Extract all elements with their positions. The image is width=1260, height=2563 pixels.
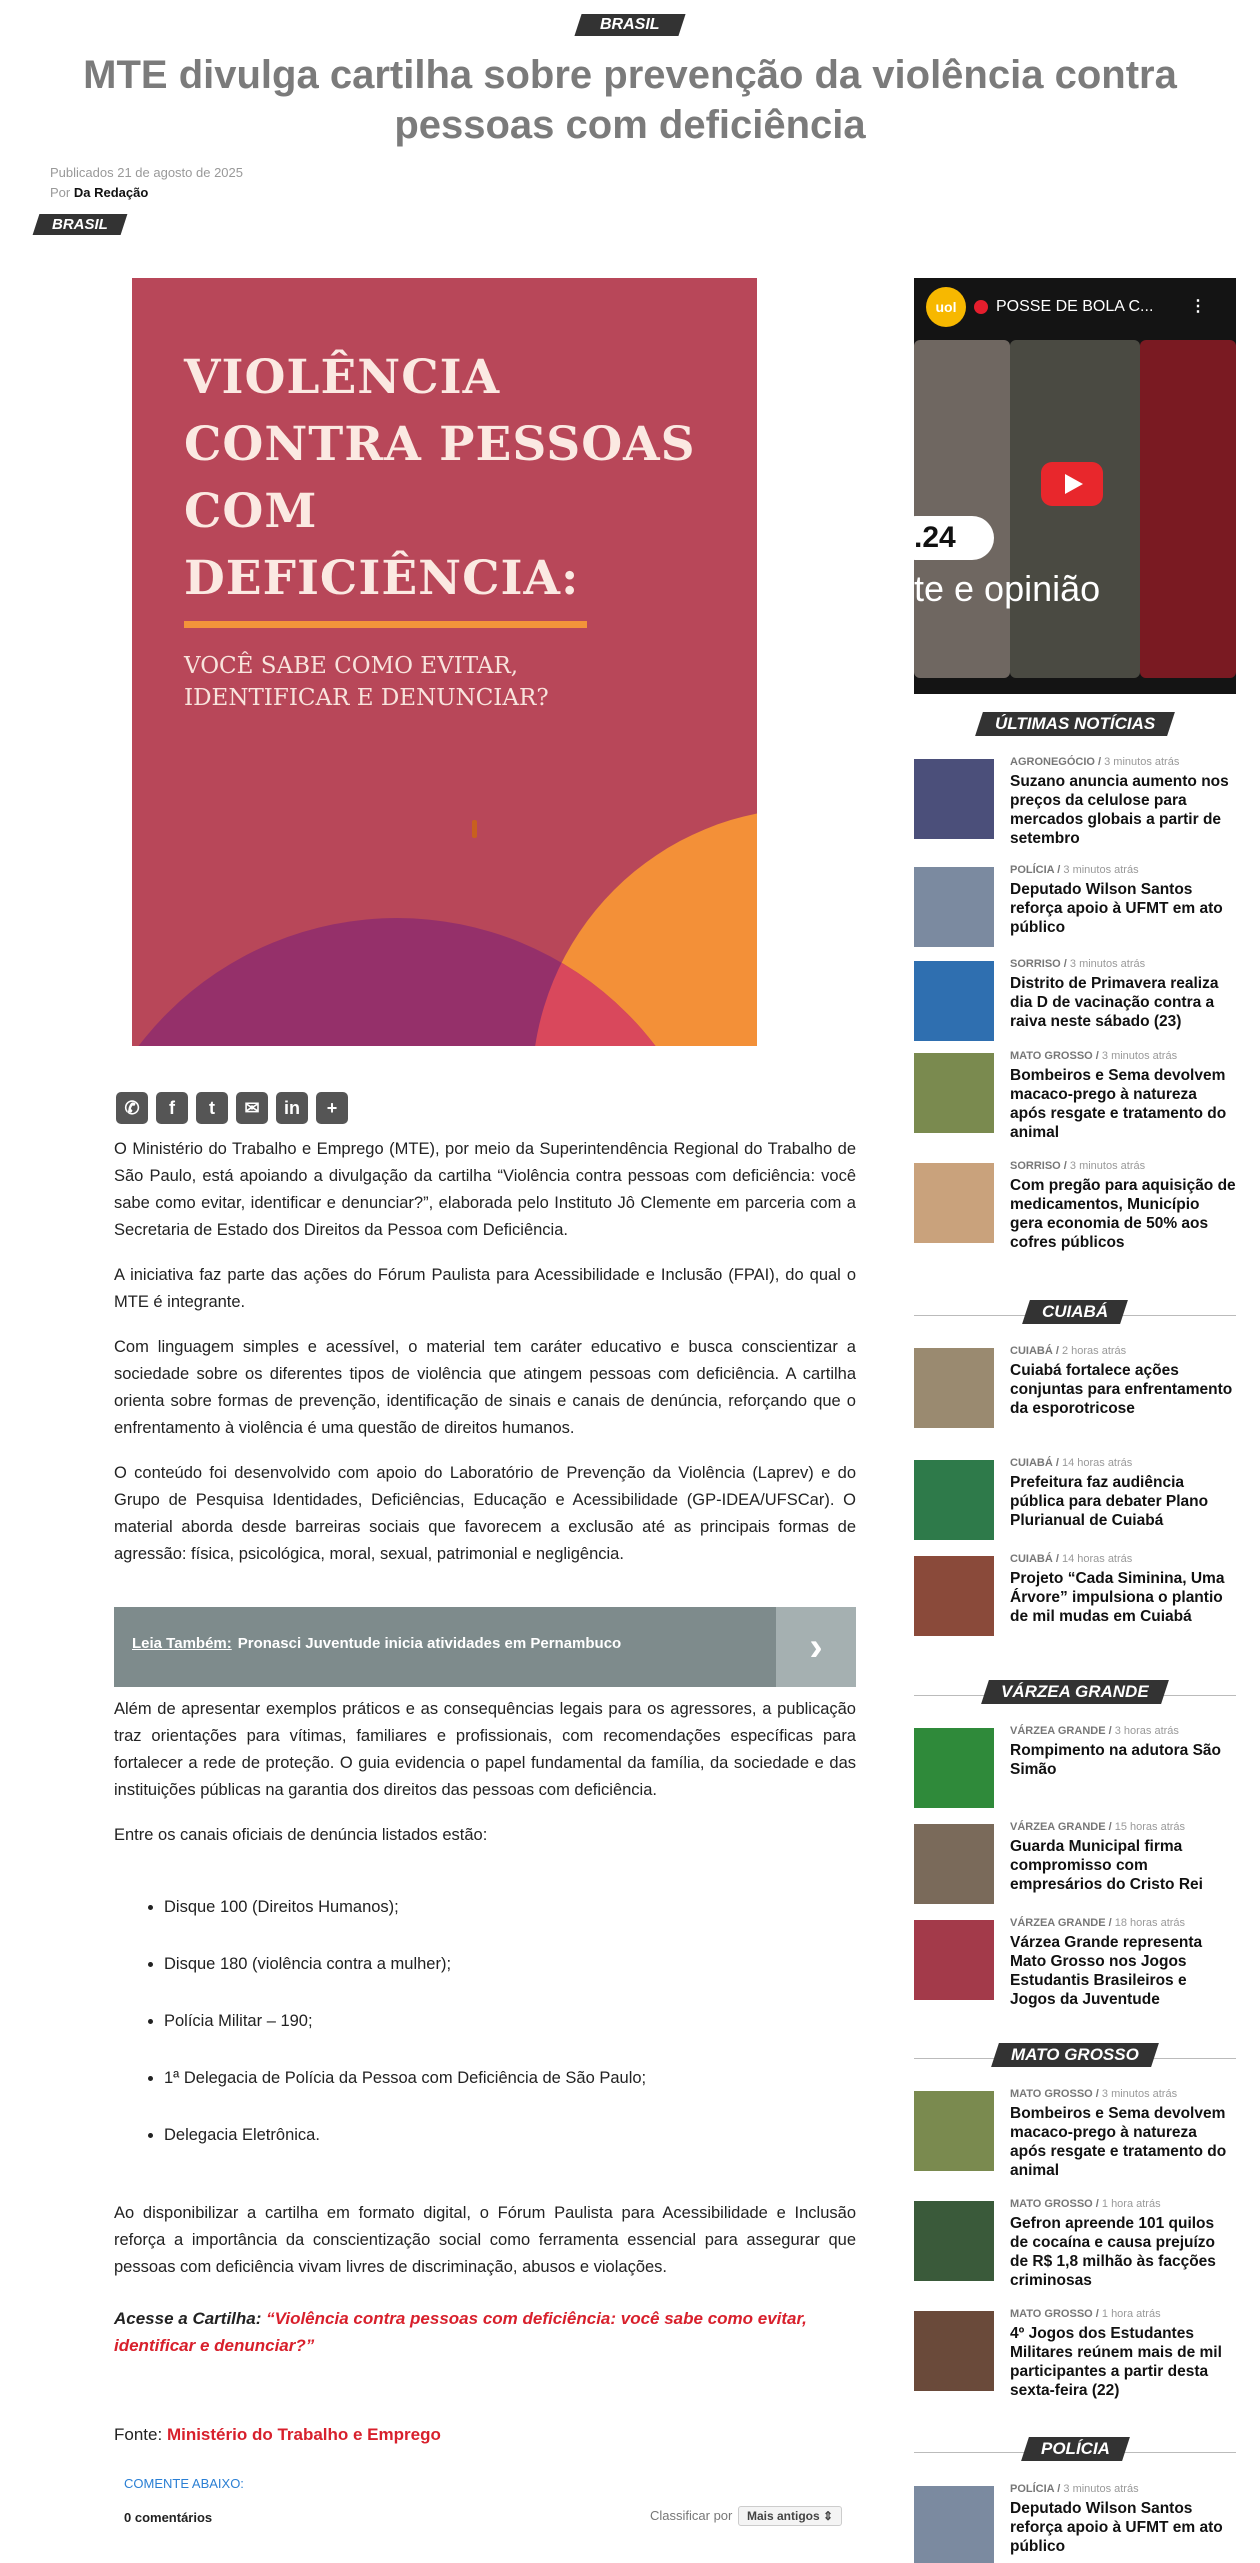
news-title[interactable]: Guarda Municipal firma compromisso com empresários do Cristo Rei [1010, 1838, 1203, 1893]
section-heading-mt[interactable] [914, 2043, 1236, 2073]
news-thumbnail[interactable] [914, 1460, 994, 1540]
section-heading-latest[interactable] [914, 712, 1236, 742]
video-embed[interactable] [914, 278, 1236, 694]
news-title[interactable]: Suzano anuncia aumento nos preços da celulose para mercados globais a partir de setembro [1010, 773, 1229, 847]
news-item[interactable] [914, 2483, 1236, 2563]
category-badge[interactable]: BRASIL [33, 214, 128, 235]
news-meta: AGRONEGÓCIO / 3 minutos atrás [1010, 756, 1180, 768]
news-item[interactable] [914, 864, 1236, 954]
section-heading-label: ÚLTIMAS NOTÍCIAS [994, 714, 1156, 733]
section-heading-policia[interactable] [914, 2437, 1236, 2467]
sort-control: Classificar por Mais antigos ⇕ [650, 2506, 842, 2526]
news-category[interactable]: MATO GROSSO [1010, 2198, 1093, 2210]
news-thumbnail[interactable] [914, 2311, 994, 2391]
news-item[interactable] [914, 1821, 1236, 1911]
cover-title: VIOLÊNCIA CONTRA PESSOAS COM DEFICIÊNCIA: [184, 350, 696, 606]
comments-heading: COMENTE ABAIXO: [124, 2476, 244, 2491]
article-body [114, 1136, 856, 1586]
news-category[interactable]: SORRISO [1010, 1160, 1061, 1172]
news-time: 3 minutos atrás [1069, 1160, 1146, 1172]
news-item[interactable] [914, 2088, 1236, 2178]
channel-logo[interactable]: uol [926, 287, 966, 327]
list-item: • Polícia Militar – 190; [164, 2012, 646, 2069]
news-category[interactable]: MATO GROSSO [1010, 1050, 1093, 1062]
paragraph: Com linguagem simples e acessível, o material tem caráter educativo e busca conscientizar a sociedade sobre os diferentes tipos de violência que atingem pessoas com deficiência. A cartilha orienta sobre formas de prevenção, identificação de sinais e canais de denúncia, reforçando que o enfrentamento à violência é uma questão de direitos humanos. [114, 1338, 856, 1437]
news-category[interactable]: CUIABÁ [1010, 1345, 1053, 1357]
news-meta: SORRISO / 3 minutos atrás [1010, 958, 1146, 970]
author-link[interactable]: Da Redação [73, 185, 149, 200]
list-item: • 1ª Delegacia de Polícia da Pessoa com Deficiência de São Paulo; [164, 2069, 646, 2126]
linkedin-icon[interactable]: in [276, 1092, 308, 1124]
news-category[interactable]: CUIABÁ [1010, 1553, 1053, 1565]
news-item[interactable] [914, 958, 1236, 1048]
news-thumbnail[interactable] [914, 961, 994, 1041]
news-thumbnail[interactable] [914, 1556, 994, 1636]
twitter-icon[interactable]: t [196, 1092, 228, 1124]
news-thumbnail[interactable] [914, 1824, 994, 1904]
paragraph: A iniciativa faz parte das ações do Fórum Paulista para Acessibilidade e Inclusão (FPAI), do qual o MTE é integrante. [114, 1266, 856, 1311]
cover-subtitle: VOCÊ SABE COMO EVITAR, IDENTIFICAR E DENUNCIAR? [184, 653, 549, 711]
source-link[interactable]: Ministério do Trabalho e Emprego [166, 2425, 441, 2444]
cartilha-link[interactable]: “Violência contra pessoas com deficiência: você sabe como evitar, identificar e denunciar?” [114, 2309, 807, 2355]
sort-select[interactable]: Mais antigos ⇕ [738, 2506, 842, 2526]
news-category[interactable]: MATO GROSSO [1010, 2308, 1093, 2320]
news-title[interactable]: Prefeitura faz audiência pública para debater Plano Plurianual de Cuiabá [1010, 1474, 1209, 1529]
list-item: • Delegacia Eletrônica. [164, 2126, 646, 2183]
news-time: 1 hora atrás [1101, 2308, 1161, 2320]
news-time: 2 horas atrás [1061, 1345, 1127, 1357]
news-category[interactable]: MATO GROSSO [1010, 2088, 1093, 2100]
facebook-icon[interactable]: f [156, 1092, 188, 1124]
news-category[interactable]: VÁRZEA GRANDE [1010, 1725, 1106, 1737]
news-meta: MATO GROSSO / 1 hora atrás [1010, 2308, 1161, 2320]
news-meta: POLÍCIA / 3 minutos atrás [1010, 864, 1139, 876]
news-thumbnail[interactable] [914, 2486, 994, 2563]
paragraph: Além de apresentar exemplos práticos e as consequências legais para os agressores, a publicação traz orientações para vítimas, familiares e profissionais, com recomendações específicas para fortalecer a rede de proteção. O guia evidencia o papel fundamental da família, da sociedade e das instituições públicas na garantia dos direitos das pessoas com deficiência. [114, 1700, 856, 1799]
list-item: • Disque 100 (Direitos Humanos); [164, 1898, 646, 1955]
news-title[interactable]: Deputado Wilson Santos reforça apoio à UFMT em ato público [1010, 2500, 1223, 2555]
news-time: 15 horas atrás [1114, 1821, 1186, 1833]
news-thumbnail[interactable] [914, 1163, 994, 1243]
news-time: 3 minutos atrás [1063, 2483, 1139, 2495]
news-title[interactable]: Gefron apreende 101 quilos de cocaína e causa prejuízo de R$ 1,8 milhão às facções criminosas [1010, 2215, 1216, 2289]
news-category[interactable]: VÁRZEA GRANDE [1010, 1917, 1106, 1929]
news-category[interactable]: POLÍCIA [1010, 864, 1055, 876]
news-category[interactable]: VÁRZEA GRANDE [1010, 1821, 1106, 1833]
section-heading-label: POLÍCIA [1040, 2439, 1110, 2458]
news-item[interactable] [914, 1917, 1236, 2007]
news-item[interactable] [914, 1725, 1236, 1815]
news-meta: MATO GROSSO / 1 hora atrás [1010, 2198, 1161, 2210]
news-time: 3 minutos atrás [1104, 756, 1180, 768]
play-icon[interactable] [1041, 462, 1103, 506]
access-cartilha: Acesse a Cartilha: “Violência contra pessoas com deficiência: você sabe como evitar, identificar e denunciar?” [114, 2309, 807, 2355]
news-item[interactable] [914, 1457, 1236, 1547]
news-title[interactable]: Distrito de Primavera realiza dia D de vacinação contra a raiva neste sábado (23) [1010, 975, 1219, 1030]
source-line: Fonte: Ministério do Trabalho e Emprego [114, 2425, 441, 2444]
news-item[interactable] [914, 1050, 1236, 1140]
news-thumbnail[interactable] [914, 867, 994, 947]
news-thumbnail[interactable] [914, 759, 994, 839]
news-meta: VÁRZEA GRANDE / 3 horas atrás [1010, 1725, 1179, 1737]
news-thumbnail[interactable] [914, 1920, 994, 2000]
news-title[interactable]: Rompimento na adutora São Simão [1010, 1742, 1221, 1778]
news-category[interactable]: AGRONEGÓCIO [1010, 756, 1095, 768]
news-time: 1 hora atrás [1101, 2198, 1161, 2210]
section-heading-label: MATO GROSSO [1011, 2045, 1139, 2064]
news-meta: SORRISO / 3 minutos atrás [1010, 1160, 1146, 1172]
section-heading-vg[interactable] [914, 1680, 1236, 1710]
more-options-icon[interactable]: ⋮ [1190, 298, 1206, 315]
news-item[interactable] [914, 756, 1236, 846]
news-item[interactable] [914, 1553, 1236, 1643]
read-also-banner[interactable] [114, 1607, 856, 1687]
news-meta: POLÍCIA / 3 minutos atrás [1010, 2483, 1139, 2495]
featured-image [132, 278, 757, 1046]
news-title[interactable]: Cuiabá fortalece ações conjuntas para enfrentamento da esporotricose [1010, 1362, 1233, 1417]
article-closing: Ao disponibilizar a cartilha em formato digital, o Fórum Paulista para Acessibilidade e Inclusão reforça a importância da conscientização social como ferramenta essencial para assegurar que pessoas com deficiência vivam livres de discriminação, abusos e violações. [114, 2204, 856, 2276]
news-meta: CUIABÁ / 14 horas atrás [1010, 1553, 1133, 1565]
top-category-badge[interactable]: BRASIL [0, 14, 1260, 36]
news-item[interactable] [914, 2308, 1236, 2398]
section-heading-label: VÁRZEA GRANDE [1001, 1682, 1149, 1701]
live-dot-icon [974, 300, 988, 314]
comment-count: 0 comentários [124, 2510, 213, 2525]
news-item[interactable] [914, 2198, 1236, 2288]
news-thumbnail[interactable] [914, 1728, 994, 1808]
news-title[interactable]: Projeto “Cada Siminina, Uma Árvore” impulsiona o plantio de mil mudas em Cuiabá [1010, 1570, 1225, 1625]
news-category[interactable]: POLÍCIA [1010, 2483, 1055, 2495]
news-title[interactable]: Várzea Grande representa Mato Grosso nos Jogos Estudantis Brasileiros e Jogos da Juventude [1010, 1934, 1203, 2008]
news-title[interactable]: Deputado Wilson Santos reforça apoio à UFMT em ato público [1010, 881, 1223, 936]
news-thumbnail[interactable] [914, 1348, 994, 1428]
news-time: 3 horas atrás [1114, 1725, 1179, 1737]
news-item[interactable] [914, 1345, 1236, 1435]
article-body-continued [114, 1696, 856, 1867]
read-also-label: Leia Também: [132, 1635, 232, 1652]
news-title[interactable]: 4º Jogos dos Estudantes Militares reúnem mais de mil participantes a partir desta sexta-feira (22) [1010, 2325, 1222, 2399]
news-category[interactable]: CUIABÁ [1010, 1457, 1053, 1469]
news-meta: CUIABÁ / 2 horas atrás [1010, 1345, 1127, 1357]
video-headline: te e opinião [914, 568, 1101, 609]
whatsapp-icon[interactable]: ✆ [116, 1092, 148, 1124]
section-heading-label: CUIABÁ [1041, 1302, 1109, 1321]
paragraph: O Ministério do Trabalho e Emprego (MTE), por meio da Superintendência Regional do Trabalho de São Paulo, está apoiando a divulgação da cartilha “Violência contra pessoas com deficiência: você sabe como evitar, identificar e denunciar?”, elaborada pelo Instituto Jô Clemente em parceria com a Secretaria de Estado dos Direitos da Pessoa com Deficiência. [114, 1140, 856, 1239]
chevron-right-icon[interactable]: › [776, 1607, 856, 1687]
news-time: 14 horas atrás [1061, 1553, 1133, 1565]
news-time: 18 horas atrás [1114, 1917, 1186, 1929]
news-thumbnail[interactable] [914, 1053, 994, 1133]
news-category[interactable]: SORRISO [1010, 958, 1061, 970]
news-title[interactable]: Bombeiros e Sema devolvem macaco-prego à natureza após resgate e tratamento do animal [1010, 2105, 1227, 2179]
news-meta: CUIABÁ / 14 horas atrás [1010, 1457, 1133, 1469]
news-meta: VÁRZEA GRANDE / 18 horas atrás [1010, 1917, 1186, 1929]
share-bar [116, 1092, 348, 1124]
news-meta: VÁRZEA GRANDE / 15 horas atrás [1010, 1821, 1186, 1833]
news-time: 3 minutos atrás [1101, 2088, 1178, 2100]
section-heading-cuiaba[interactable] [914, 1300, 1236, 1330]
news-time: 14 horas atrás [1061, 1457, 1133, 1469]
read-also-link[interactable]: Pronasci Juventude inicia atividades em Pernambuco [237, 1635, 622, 1652]
list-item: • Disque 180 (violência contra a mulher); [164, 1955, 646, 2012]
messenger-icon[interactable]: ✉ [236, 1092, 268, 1124]
page-title: MTE divulga cartilha sobre prevenção da violência contra pessoas com deficiência [83, 53, 1177, 147]
news-time: 3 minutos atrás [1069, 958, 1146, 970]
video-score: .24 [914, 516, 994, 560]
news-time: 3 minutos atrás [1063, 864, 1139, 876]
news-time: 3 minutos atrás [1101, 1050, 1178, 1062]
video-title[interactable]: POSSE DE BOLA C... [996, 298, 1154, 315]
news-title[interactable]: Com pregão para aquisição de medicamentos, Município gera economia de 50% aos cofres públicos [1010, 1177, 1236, 1251]
complaint-channels-list [164, 1898, 646, 2183]
news-title[interactable]: Bombeiros e Sema devolvem macaco-prego à natureza após resgate e tratamento do animal [1010, 1067, 1227, 1141]
publish-date: Publicados 21 de agosto de 2025 [50, 165, 243, 180]
news-thumbnail[interactable] [914, 2201, 994, 2281]
paragraph: O conteúdo foi desenvolvido com apoio do Laboratório de Prevenção da Violência (Laprev) e do Grupo de Pesquisa Identidades, Deficiências, Educação e Acessibilidade (GP-IDEA/UFSCar). O material aborda desde barreiras sociais que favorecem a exclusão até as principais formas de agressão: física, psicológica, moral, sexual, patrimonial e negligência. [114, 1464, 856, 1563]
news-meta: MATO GROSSO / 3 minutos atrás [1010, 2088, 1178, 2100]
author-line: Por Da Redação [50, 185, 149, 200]
share-more-icon[interactable]: + [316, 1092, 348, 1124]
news-meta: MATO GROSSO / 3 minutos atrás [1010, 1050, 1178, 1062]
paragraph: Entre os canais oficiais de denúncia listados estão: [114, 1826, 488, 1844]
news-item[interactable] [914, 1160, 1236, 1250]
news-thumbnail[interactable] [914, 2091, 994, 2171]
